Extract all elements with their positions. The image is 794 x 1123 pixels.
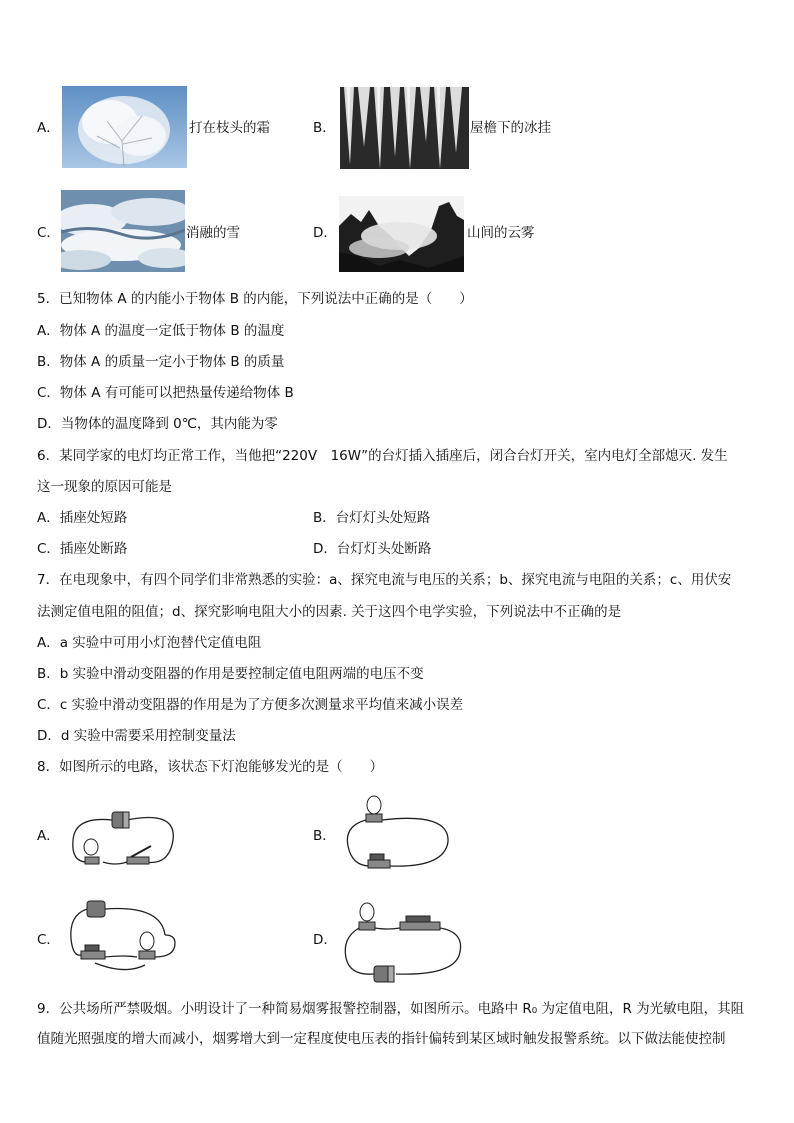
icicles-under-eaves-photo [340,87,469,169]
q7-option-a: A．a 实验中可用小灯泡替代定值电阻 [37,635,262,651]
option-b-caption: 屋檐下的冰挂 [470,120,551,136]
option-d-letter: D． [313,225,337,241]
q8-stem: 8．如图所示的电路，该状态下灯泡能够发光的是（ ） [37,759,384,775]
q6-option-b: B．台灯灯头处短路 [313,510,431,526]
q7-stem-line2: 法测定值电阻的阻值；d、探究影响电阻大小的因素. 关于这四个电学实验，下列说法中不正确的是 [37,604,622,620]
q6-stem-line2: 这一现象的原因可能是 [37,479,172,495]
q5-option-a: A．物体 A 的温度一定低于物体 B 的温度 [37,323,285,339]
melting-snow-photo [61,190,185,272]
q9-line1: 9．公共场所严禁吸烟。小明设计了一种简易烟雾报警控制器，如图所示。电路中 R₀ 为定值电阻，R 为光敏电阻，其阻 [37,1001,745,1017]
q8-option-d-letter: D． [313,932,337,948]
q8-option-b-letter: B． [313,828,336,844]
q7-stem-line1: 7．在电现象中，有四个同学们非常熟悉的实验：a、探究电流与电压的关系；b、探究电流与电阻的关系；c、用伏安 [37,572,732,588]
q6-stem-line1: 6．某同学家的电灯均正常工作，当他把“220V 16W”的台灯插入插座后，闭合台灯开关，室内电灯全部熄灭. 发生 [37,448,728,464]
q5-option-d: D．当物体的温度降到 0℃，其内能为零 [37,416,278,432]
q6-option-d: D．台灯灯头处断路 [313,541,432,557]
option-a-letter: A． [37,120,60,136]
frost-on-branches-photo [62,86,187,168]
q7-option-d: D．d 实验中需要采用控制变量法 [37,728,236,744]
q9-line2: 值随光照强度的增大而减小，烟雾增大到一定程度使电压表的指针偏转到某区域时触发报警系统。以下做法能使控制 [37,1031,726,1047]
q8-option-a-letter: A． [37,828,60,844]
circuit-diagram-a [65,800,180,875]
option-b-letter: B． [313,120,336,136]
q8-option-c-letter: C． [37,932,60,948]
mountain-mist-photo [339,196,464,272]
q5-option-c: C．物体 A 有可能可以把热量传递给物体 B [37,385,294,401]
circuit-diagram-d [340,898,465,983]
option-c-caption: 消融的雪 [186,225,240,241]
q6-option-c: C．插座处断路 [37,541,128,557]
q7-option-b: B．b 实验中滑动变阻器的作用是要控制定值电阻两端的电压不变 [37,666,424,682]
circuit-diagram-b [340,792,455,875]
option-d-caption: 山间的云雾 [467,225,535,241]
q5-stem: 5．已知物体 A 的内能小于物体 B 的内能，下列说法中正确的是（ ） [37,291,473,307]
q5-option-b: B．物体 A 的质量一定小于物体 B 的质量 [37,354,285,370]
q6-option-a: A．插座处短路 [37,510,128,526]
circuit-diagram-c [65,895,180,975]
option-a-caption: 打在枝头的霜 [189,120,270,136]
option-c-letter: C． [37,225,60,241]
q7-option-c: C．c 实验中滑动变阻器的作用是为了方便多次测量求平均值来减小误差 [37,697,464,713]
